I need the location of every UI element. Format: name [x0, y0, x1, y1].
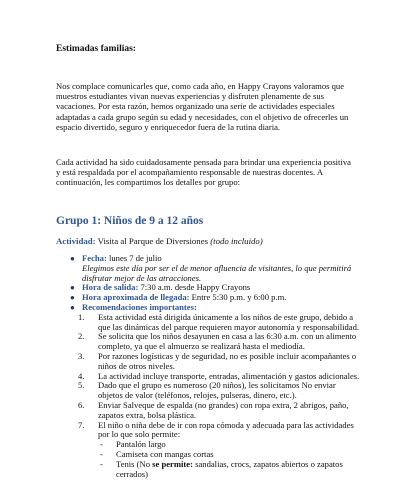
activity-note: (todo incluido)	[210, 236, 263, 246]
fecha-label: Fecha:	[82, 253, 107, 263]
list-item: 4. La actividad incluye transporte, entradas, alimentación y gastos adicionales.	[78, 370, 360, 381]
bullet-icon: ●	[70, 302, 75, 312]
clothing-list	[70, 440, 360, 479]
list-item: 7. El niño o niña debe de ir con ropa cómoda y adecuada para las actividades por lo que solo permite:	[78, 419, 354, 440]
details-list	[70, 254, 360, 479]
salida-value: 7:30 a.m. desde Happy Crayons	[138, 282, 251, 293]
bullet-icon: ●	[70, 283, 75, 293]
list-item: 2. Se solicita que los niños desayunen en casa a las 6:30 a.m. con un alimento completo, ya que el almuerzo se realizará hasta el mediodía.	[78, 331, 357, 352]
llegada-label: Hora aproximada de llegada:	[82, 292, 190, 303]
llegada-value: Entre 5:30 p.m. y 6:00 p.m.	[189, 292, 287, 303]
greeting: Estimadas familias:	[56, 44, 136, 54]
list-item: 1. Esta actividad está dirigida únicamente a los niños de este grupo, debido a que las dinámicas del parque requieren mayor autonomía y responsabilidad.	[78, 311, 360, 332]
bullet-icon: ●	[70, 293, 75, 303]
list-item: 3. Por razones logísticas y de seguridad, no es posible incluir acompañantes o niños de otros niveles.	[78, 350, 357, 371]
fecha-note: Elegimos este día por ser el de menor afluencia de visitantes, lo que permitirá disfrutar mejor de las atracciones.	[82, 262, 352, 283]
clothing-item: - Camiseta con mangas cortas	[100, 448, 214, 459]
list-item: 6. Enviar Salveque de espalda (no grandes) con ropa extra, 2 abrigos, paño, zapatos extra, bolsa plástica.	[78, 399, 349, 420]
recommendations-label: Recomendaciones importantes:	[82, 301, 197, 312]
clothing-item: - Pantalón largo	[100, 439, 166, 450]
activity-text: Visita al Parque de Diversiones	[95, 236, 211, 246]
activity-line	[56, 236, 263, 246]
activity-label: Actividad:	[56, 236, 96, 246]
bullet-icon: ●	[70, 254, 75, 263]
group-heading: Grupo 1: Niños de 9 a 12 años	[56, 215, 204, 227]
fecha-item	[70, 254, 360, 283]
salida-label: Hora de salida:	[82, 282, 139, 293]
list-item: 5. Dado que el grupo es numeroso (20 niños), les solicitamos No enviar objetos de valor (teléfonos, relojes, pulseras, dinero, etc.).	[78, 380, 336, 401]
recommendations-list	[70, 313, 360, 440]
second-paragraph: Cada actividad ha sido cuidadosamente pensada para brindar una experiencia positiva y está respaldada por el acompañamiento responsable de nuestras docentes. A continuación, les compartimos los detalles por grupo:	[56, 157, 351, 188]
intro-paragraph: Nos complace comunicarles que, como cada año, en Happy Crayons valoramos que muestros estudiantes vivan nuevas experiencias y disfruten plenamente de sus vacaciones. Por esta razón, hemos organizado una serie de actividades especiales adaptadas a cada grupo según su edad y necesidades, con el objetivo de ofrecerles un espacio divertido, seguro y enriquecedor fuera de la rutina diaria.	[56, 81, 349, 132]
clothing-item: - Tenis (No se permite: sandalias, crocs, zapatos abiertos o zapatos cerrados)	[100, 458, 343, 479]
fecha-value: lunes 7 de julio	[106, 253, 162, 263]
